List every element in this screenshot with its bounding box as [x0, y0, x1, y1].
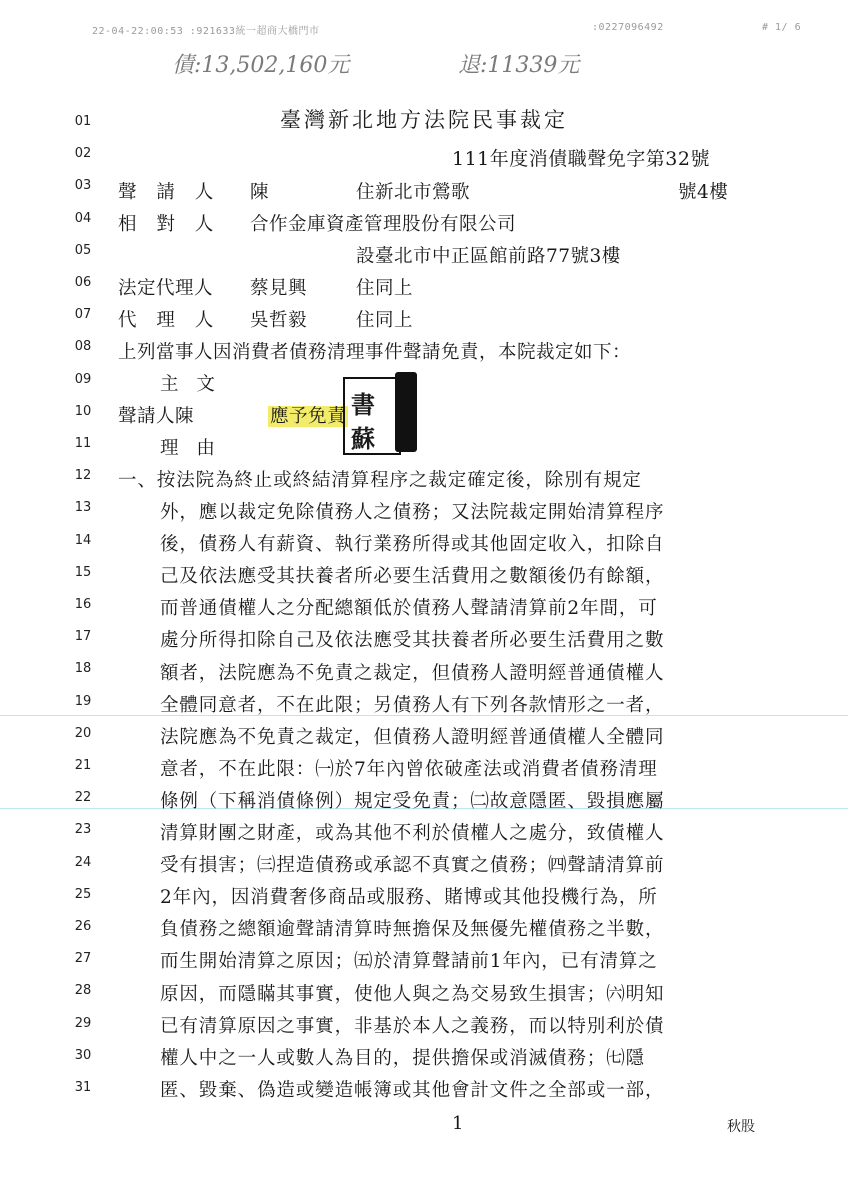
body-line: 而生開始清算之原因；㈤於清算聲請前1年內，已有清算之	[160, 951, 658, 973]
line-number: 13	[74, 500, 92, 516]
line-number: 14	[74, 532, 92, 548]
line-number: 22	[74, 790, 92, 806]
respondent-address: 設臺北市中正區館前路77號3樓	[356, 246, 621, 267]
body-line: 權人中之一人或數人為目的，提供擔保或消滅債務；㈦隱	[160, 1047, 646, 1069]
line-number: 25	[74, 886, 92, 902]
line-number: 19	[74, 693, 92, 709]
agent-address: 住同上	[356, 310, 414, 331]
reason-heading: 理 由	[160, 438, 221, 459]
respondent-name: 合作金庫資產管理股份有限公司	[250, 214, 517, 235]
handwritten-debt-note: 債:13,502,160元	[172, 53, 350, 78]
line-number: 21	[74, 758, 92, 773]
stamp-ink-smudge	[395, 372, 417, 452]
intro-sentence: 上列當事人因消費者債務清理事件聲請免責，本院裁定如下：	[118, 342, 632, 363]
page-number: 1	[452, 1113, 464, 1134]
body-line: 負債務之總額逾聲請清算時無擔保及無優先權債務之半數，	[160, 919, 665, 941]
body-line: 清算財團之財產，或為其他不利於債權人之處分，致債權人	[160, 823, 665, 844]
line-number: 08	[74, 339, 92, 355]
agent-name: 吳哲毅	[250, 310, 308, 331]
line-number: 15	[74, 564, 92, 580]
line-number: 05	[74, 242, 92, 258]
body-line: 外，應以裁定免除債務人之債務；又法院裁定開始清算程序	[160, 502, 665, 523]
line-number: 06	[74, 275, 92, 290]
line-number: 29	[74, 1015, 92, 1031]
body-line: 意者，不在此限：㈠於7年內曾依破產法或消費者債務清理	[160, 758, 658, 780]
line-number: 23	[74, 822, 92, 838]
body-line: 而普通債權人之分配總額低於債務人聲請清算前2年間，可	[160, 598, 658, 620]
body-line: 法院應為不免責之裁定，但債務人證明經普通債權人全體同	[160, 726, 665, 748]
line-number: 18	[74, 661, 92, 677]
line-number: 09	[74, 371, 92, 387]
line-number: 07	[74, 307, 92, 323]
stamp-char-1: 書	[351, 390, 375, 419]
applicant-label: 聲 請 人	[118, 182, 221, 203]
body-line: 受有損害；㈢捏造債務或承認不真實之債務；㈣聲請清算前	[160, 855, 665, 877]
body-line: 已有清算原因之事實，非基於本人之義務，而以特別利於債	[160, 1015, 665, 1037]
body-line: 2年內，因消費奢侈商品或服務、賭博或其他投機行為，所	[160, 887, 658, 909]
body-line: 額者，法院應為不免責之裁定，但債務人證明經普通債權人	[160, 662, 665, 684]
body-line: 匿、毀棄、偽造或變造帳簿或其他會計文件之全部或一部，	[160, 1079, 665, 1101]
body-line: 己及依法應受其扶養者所必要生活費用之數額後仍有餘額，	[160, 566, 665, 588]
line-number: 02	[74, 146, 92, 162]
line-number: 10	[74, 403, 92, 419]
document-title: 臺灣新北地方法院民事裁定	[280, 108, 568, 132]
fax-page-counter: # 1/ 6	[762, 22, 802, 33]
line-number: 17	[74, 629, 92, 645]
agent-label: 代 理 人	[118, 310, 221, 331]
ruling-prefix: 聲請人陳	[118, 406, 195, 427]
applicant-name: 陳	[250, 182, 270, 203]
body-line: 條例（下稱消債條例）規定受免責；㈡故意隱匿、毀損應屬	[160, 790, 665, 812]
line-number: 12	[74, 468, 92, 484]
line-number: 30	[74, 1047, 92, 1063]
line-number: 31	[74, 1080, 92, 1095]
body-line: 處分所得扣除自己及依法應受其扶養者所必要生活費用之數	[160, 630, 665, 652]
line-number: 28	[74, 983, 92, 999]
legal-rep-name: 蔡見興	[250, 278, 308, 299]
line-number: 11	[74, 436, 92, 451]
body-line: 原因，而隱瞞其事實，使他人與之為交易致生損害；㈥明知	[160, 983, 665, 1005]
line-number: 01	[74, 114, 92, 129]
line-number: 26	[74, 919, 92, 934]
main-text-heading: 主 文	[160, 374, 221, 395]
body-line: 後，債務人有薪資、執行業務所得或其他固定收入，扣除自	[160, 534, 665, 556]
legal-rep-address: 住同上	[356, 278, 414, 299]
ruling-highlight: 應予免責	[270, 406, 347, 427]
body-paragraph-first: 一、按法院為終止或終結清算程序之裁定確定後，除別有規定	[118, 470, 642, 491]
line-number: 20	[74, 725, 92, 741]
line-number: 27	[74, 951, 92, 967]
legal-rep-label: 法定代理人	[118, 278, 214, 299]
line-number: 24	[74, 854, 92, 870]
case-number: 111年度消債職聲免字第32號	[452, 148, 710, 170]
applicant-address: 住新北市鶯歌	[356, 182, 471, 203]
fax-header-number: :0227096492	[592, 22, 664, 33]
ruling-line	[118, 402, 348, 428]
clerk-section-mark: 秋股	[727, 1119, 755, 1135]
stamp-char-2: 蘇	[351, 424, 375, 453]
line-number: 16	[74, 597, 92, 612]
applicant-address-end: 號4樓	[678, 182, 729, 203]
line-number: 03	[74, 178, 92, 194]
fax-header-left: 22-04-22:00:53 :921633統一超商大橋門市	[92, 26, 320, 37]
line-number: 04	[74, 210, 92, 226]
respondent-label: 相 對 人	[118, 214, 221, 235]
clerk-seal-stamp	[343, 377, 401, 455]
handwritten-refund-note: 退:11339元	[458, 53, 580, 78]
body-line: 全體同意者，不在此限；另債務人有下列各款情形之一者，	[160, 694, 665, 716]
